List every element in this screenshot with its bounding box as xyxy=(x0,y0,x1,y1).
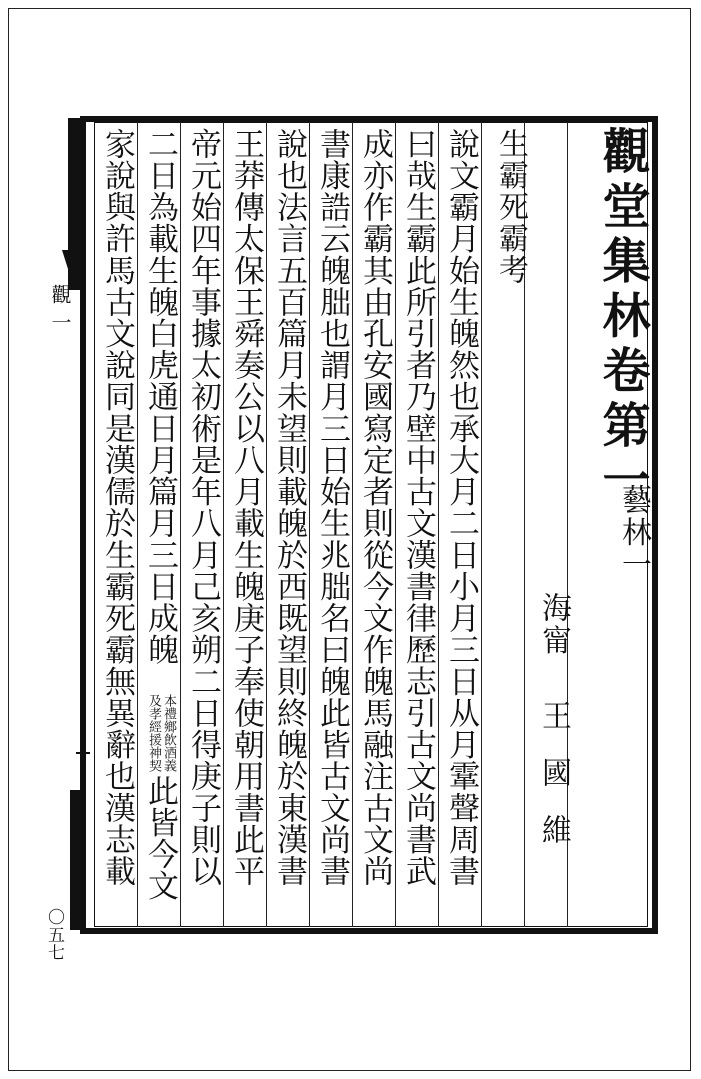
article-heading: 生霸死霸考 xyxy=(493,128,528,286)
column-rule xyxy=(266,122,267,927)
text-column-7: 帝元始四年事據太初術是年八月己亥朔二日得庚子則以 xyxy=(185,128,221,887)
author-name: 王國維 xyxy=(536,700,571,871)
text-column-6: 王莽傳太保王舜奏公以八月載生魄庚子奉使朝用書此平 xyxy=(228,128,264,887)
text-column-3: 成亦作霸其由孔安國寫定者則從今文作魄馬融注古文尚 xyxy=(357,128,393,887)
margin-book-title: 觀一 xyxy=(48,284,72,340)
column-rule xyxy=(395,122,396,927)
page-number: 〇五七 xyxy=(44,908,64,962)
column-rule xyxy=(352,122,353,927)
annotation-right: 本禮鄉飲酒義 xyxy=(161,694,176,772)
column-rule xyxy=(309,122,310,927)
author-place: 海甯 xyxy=(536,592,571,657)
text-column-4: 書康誥云魄朏也謂月三日始生兆朏名曰魄此皆古文尚書 xyxy=(314,128,350,887)
text-column-1: 說文霸月始生魄然也承大月二日小月三日从月䨣聲周書 xyxy=(443,128,479,887)
column-rule xyxy=(438,122,439,927)
volume-title: 觀堂集林卷第一 xyxy=(594,126,650,510)
text-column-8: 二日為載生魄白虎通日月篇月三日成魄 xyxy=(142,128,178,666)
text-column-5: 說也法言五百篇月未望則載魄於西既望則終魄於東漢書 xyxy=(271,128,307,887)
column-rule xyxy=(481,122,482,927)
column-rule xyxy=(137,122,138,927)
column-rule xyxy=(180,122,181,927)
annotation-left: 及孝經援神契 xyxy=(146,694,161,772)
margin-block-mark-lower xyxy=(70,790,80,930)
text-column-9: 家說與許馬古文說同是漢儒於生霸死霸無異辭也漢志載 xyxy=(99,128,135,887)
text-column-8-tail: 此皆今文 xyxy=(142,775,178,902)
section-title: 藝林一 xyxy=(616,484,651,582)
column-rule xyxy=(223,122,224,927)
text-column-2: 曰哉生霸此所引者乃壁中古文漢書律歷志引古文尚書武 xyxy=(400,128,436,887)
